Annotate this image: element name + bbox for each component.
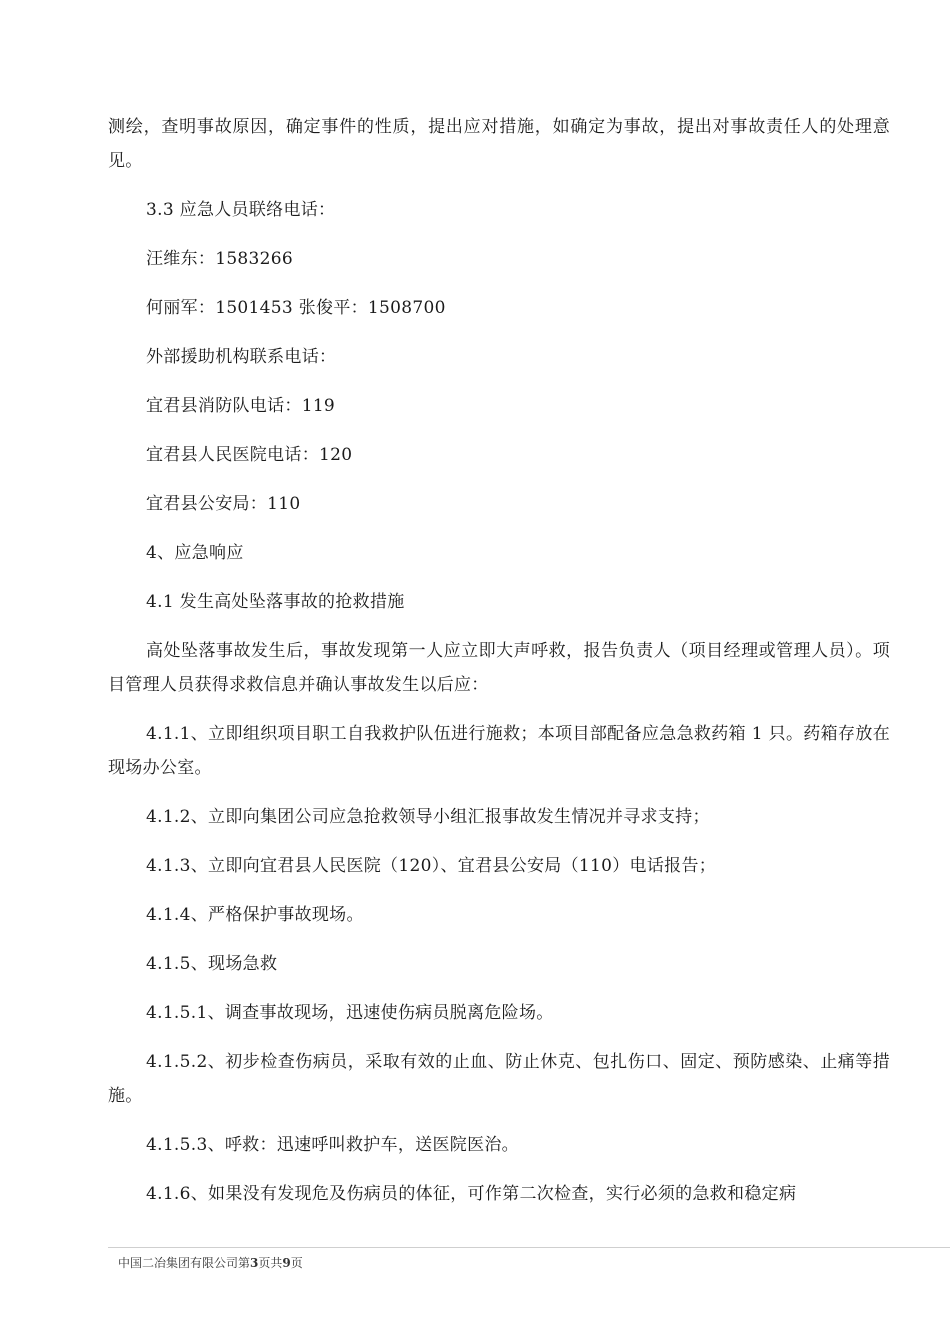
list-item: 4.1.5.3、呼救：迅速呼叫救护车，送医院医治。 bbox=[146, 1135, 519, 1155]
footer-page-middle: 页共 bbox=[258, 1256, 283, 1270]
list-item: 4.1.4、严格保护事故现场。 bbox=[146, 905, 364, 925]
list-item: 4.1.5、现场急救 bbox=[146, 954, 278, 974]
list-item: 4.1.2、立即向集团公司应急抢救领导小组汇报事故发生情况并寻求支持； bbox=[146, 807, 710, 827]
contact-line: 宜君县公安局：110 bbox=[146, 494, 301, 514]
list-item: 4.1.5.2、初步检查伤病员，采取有效的止血、防止休克、包扎伤口、固定、预防感染、止痛等措施。 bbox=[108, 1052, 890, 1106]
document-body bbox=[108, 110, 890, 1226]
footer-total-pages: 9 bbox=[282, 1256, 291, 1270]
footer-page-suffix: 页 bbox=[290, 1256, 303, 1270]
body-paragraph: 高处坠落事故发生后，事故发现第一人应立即大声呼救，报告负责人（项目经理或管理人员）。项目管理人员获得求救信息并确认事故发生以后应： bbox=[108, 641, 890, 695]
list-item: 4.1.6、如果没有发现危及伤病员的体征，可作第二次检查，实行必须的急救和稳定病 bbox=[146, 1184, 797, 1204]
contact-line: 汪维东：1583266 bbox=[146, 249, 294, 269]
list-item: 4.1.5.1、调查事故现场，迅速使伤病员脱离危险场。 bbox=[146, 1003, 554, 1023]
footer-divider bbox=[108, 1247, 950, 1248]
footer-page-prefix: 第 bbox=[238, 1256, 251, 1270]
contact-line: 宜君县人民医院电话：120 bbox=[146, 445, 353, 465]
page-footer bbox=[118, 1255, 303, 1271]
section-heading-contacts: 3.3 应急人员联络电话： bbox=[146, 200, 336, 220]
list-item: 4.1.1、立即组织项目职工自我救护队伍进行施救；本项目部配备应急急救药箱 1 只。药箱存放在现场办公室。 bbox=[108, 724, 890, 778]
list-item: 4.1.3、立即向宜君县人民医院（120）、宜君县公安局（110）电话报告； bbox=[146, 856, 717, 876]
subsection-heading: 4.1 发生高处坠落事故的抢救措施 bbox=[146, 592, 405, 612]
footer-company: 中国二冶集团有限公司 bbox=[118, 1256, 239, 1270]
section-heading-response: 4、应急响应 bbox=[146, 543, 244, 563]
contact-line: 宜君县消防队电话：119 bbox=[146, 396, 336, 416]
footer-page-number: 3 bbox=[250, 1256, 259, 1270]
paragraph-continuation: 测绘，查明事故原因，确定事件的性质，提出应对措施，如确定为事故，提出对事故责任人的处理意见。 bbox=[108, 117, 890, 171]
subheading-external-contacts: 外部援助机构联系电话： bbox=[146, 347, 337, 367]
contact-line: 何丽军：1501453 张俊平：1508700 bbox=[146, 298, 446, 318]
